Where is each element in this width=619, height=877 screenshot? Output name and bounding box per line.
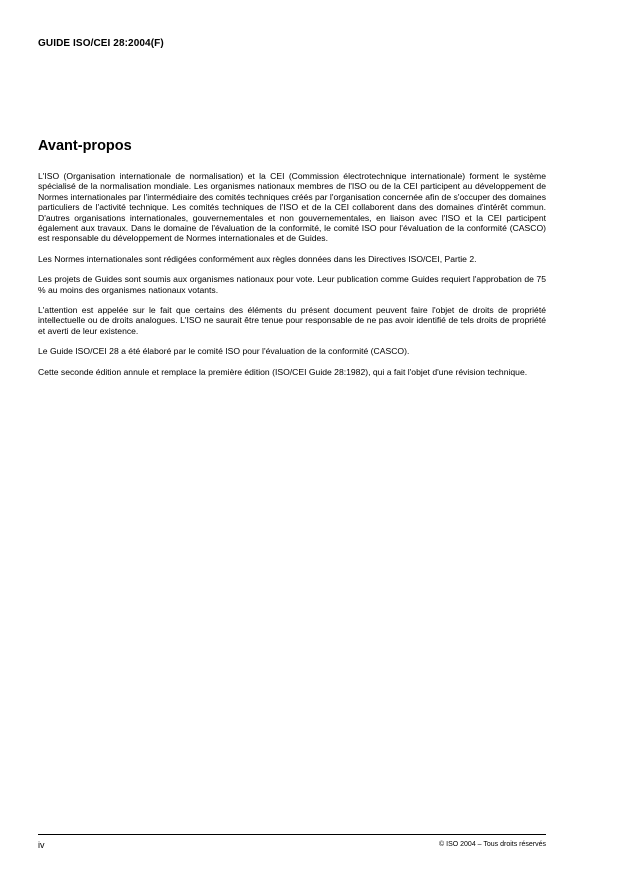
paragraph-intro: L'ISO (Organisation internationale de normalisation) et la CEI (Commission électrotechnique internationale) forment le système spécialisé de la normalisation mondiale. Les organismes nationaux membres de l'ISO ou de la CEI participent au développement de Normes internationales par l'intermédiaire des comités techniques créés par l'organisation concernée afin de s'occuper des domaines particuliers de l'activité technique. Les comités techniques de l'ISO et de la CEI collaborent dans des domaines d'intérêt commun. D'autres organisations internationales, gouvernementales et non gouvernementales, en liaison avec l'ISO et la CEI participent également aux travaux. Dans le domaine de l'évaluation de la conformité, le comité ISO pour l'évaluation de la conformité (CASCO) est responsable du développement de Normes internationales et de Guides.: [38, 171, 546, 244]
paragraph-voting: Les projets de Guides sont soumis aux organismes nationaux pour vote. Leur publication comme Guides requiert l'approbation de 75 % au moins des organismes nationaux votants.: [38, 274, 546, 295]
copyright-notice: © ISO 2004 – Tous droits réservés: [439, 841, 546, 848]
paragraph-patent-rights: L'attention est appelée sur le fait que certains des éléments du présent document peuvent faire l'objet de droits de propriété intellectuelle ou de droits analogues. L'ISO ne saurait être tenue pour responsable de ne pas avoir identifié de tels droits de propriété et averti de leur existence.: [38, 305, 546, 336]
paragraph-prepared-by: Le Guide ISO/CEI 28 a été élaboré par le comité ISO pour l'évaluation de la conformité (CASCO).: [38, 346, 410, 357]
section-title: Avant-propos: [38, 138, 132, 154]
paragraph-drafting-rules: Les Normes internationales sont rédigées conformément aux règles données dans les Directives ISO/CEI, Partie 2.: [38, 253, 477, 264]
foreword-body: [38, 171, 546, 387]
paragraph-edition: Cette seconde édition annule et remplace la première édition (ISO/CEI Guide 28:1982), qui a fait l'objet d'une révision technique.: [38, 366, 528, 377]
page-number: iv: [38, 840, 45, 850]
document-header-id: GUIDE ISO/CEI 28:2004(F): [38, 38, 164, 49]
footer-divider: [38, 834, 546, 835]
